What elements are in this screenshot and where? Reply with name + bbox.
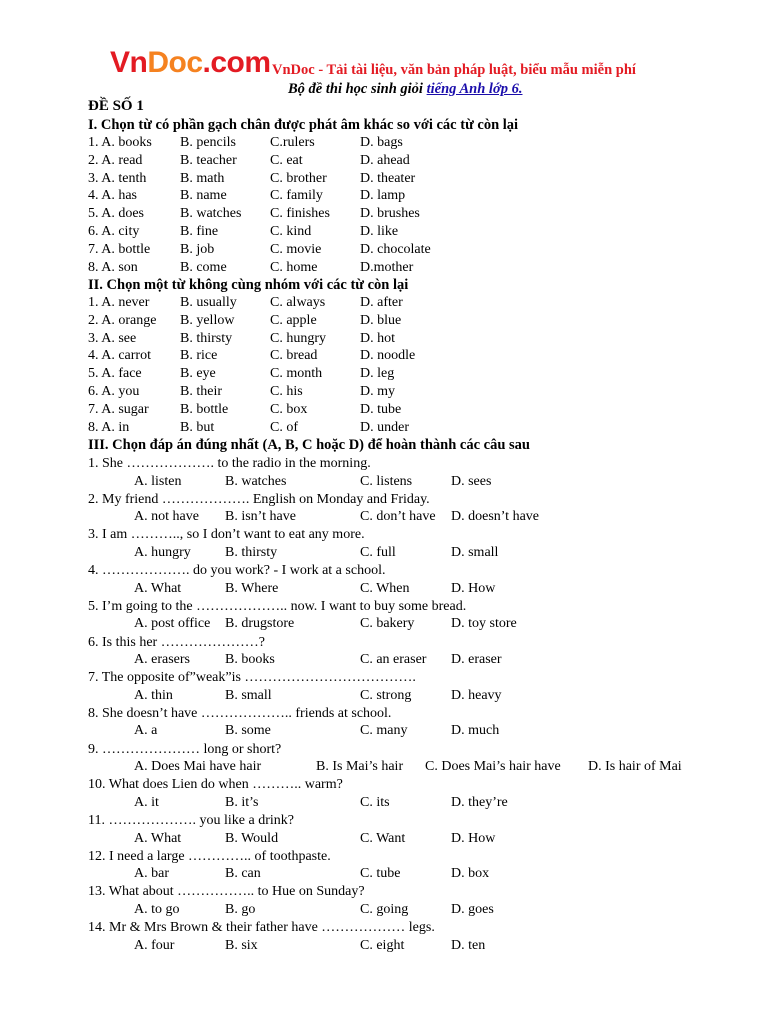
question-options xyxy=(0,830,768,848)
part1-option: B. watches xyxy=(180,206,242,222)
answer-option[interactable]: C. When xyxy=(360,580,410,596)
part1-option: B. math xyxy=(180,170,225,186)
question-text: 14. Mr & Mrs Brown & their father have ……………… legs. xyxy=(88,920,435,936)
answer-option[interactable]: D. goes xyxy=(451,901,494,917)
answer-option[interactable]: C. tube xyxy=(360,866,401,882)
question-text: 8. She doesn’t have ……………….. friends at school. xyxy=(88,705,392,721)
part1-option: 8. A. son xyxy=(88,259,138,275)
part1-option: C. home xyxy=(270,259,318,275)
question-text: 1. She ………………. to the radio in the morning. xyxy=(88,456,371,471)
answer-option[interactable]: D. box xyxy=(451,866,490,882)
part2-option: D. after xyxy=(360,295,403,310)
answer-option[interactable]: D. How xyxy=(451,830,496,846)
part2-option: D. my xyxy=(360,384,395,399)
question-options xyxy=(0,544,768,562)
header-tagline: VnDoc - Tải tài liệu, văn bản pháp luật, biểu mẫu miễn phí xyxy=(272,62,636,78)
part1-option: C. brother xyxy=(270,170,327,186)
part2-option: B. bottle xyxy=(180,401,229,417)
answer-option[interactable]: B. it’s xyxy=(225,794,259,810)
logo-vn: Vn xyxy=(110,46,148,79)
question-text: 12. I need a large ………….. of toothpaste. xyxy=(88,848,331,864)
answer-option[interactable]: A. post office xyxy=(134,616,211,632)
part1-option: B. pencils xyxy=(180,135,236,150)
part1-option: C. family xyxy=(270,188,323,204)
part1-option: 4. A. has xyxy=(88,188,137,204)
question-options xyxy=(0,687,768,705)
part1-option: B. teacher xyxy=(180,152,237,168)
part1-option: C. movie xyxy=(270,241,322,257)
part2-option: B. thirsty xyxy=(180,330,233,346)
part2-option: C. hungry xyxy=(270,330,326,346)
answer-option[interactable]: A. thin xyxy=(134,687,173,703)
part2-option: B. but xyxy=(180,419,215,435)
question-options xyxy=(0,901,768,919)
header-subtitle xyxy=(288,81,522,98)
answer-option[interactable]: A. it xyxy=(134,794,159,810)
part2-option: B. eye xyxy=(180,366,216,382)
part1-option: C. eat xyxy=(270,152,303,168)
part1-option: 5. A. does xyxy=(88,206,144,222)
answer-option[interactable]: D. Is hair of Mai xyxy=(588,759,682,775)
part1-option: 1. A. books xyxy=(88,135,152,150)
answer-option[interactable]: D. sees xyxy=(451,473,492,489)
part2-option: B. yellow xyxy=(180,312,235,328)
subtitle-prefix: Bộ đề thi học sinh giỏi xyxy=(288,81,427,97)
question-options xyxy=(0,651,768,669)
answer-option[interactable]: A. What xyxy=(134,580,182,596)
part2-option: 2. A. orange xyxy=(88,312,157,328)
part2-option: D. noodle xyxy=(360,348,416,364)
part3-heading: III. Chọn đáp án đúng nhất (A, B, C hoặc D) để hoàn thành các câu sau xyxy=(88,437,530,453)
part2-option: 4. A. carrot xyxy=(88,348,151,364)
answer-option[interactable]: A. bar xyxy=(134,866,169,882)
part2-option: D. leg xyxy=(360,366,395,382)
answer-option[interactable]: C. strong xyxy=(360,687,412,703)
answer-option[interactable]: A. a xyxy=(134,723,158,739)
answer-option[interactable]: C. Does Mai’s hair have xyxy=(425,759,561,775)
part1-option: D. theater xyxy=(360,170,416,186)
answer-option[interactable]: C. bakery xyxy=(360,616,415,632)
answer-option[interactable]: B. go xyxy=(225,901,256,917)
question-options xyxy=(0,508,768,526)
part2-option: 6. A. you xyxy=(88,384,140,399)
answer-option[interactable]: B. small xyxy=(225,687,272,703)
answer-option[interactable]: C. eight xyxy=(360,937,405,953)
question-text: 7. The opposite of”weak”is ………………………………. xyxy=(88,670,416,686)
answer-option[interactable]: A. What xyxy=(134,830,182,846)
part2-option: 1. A. never xyxy=(88,295,150,310)
part2-option: C. month xyxy=(270,366,323,382)
question-text: 3. I am ……….., so I don’t want to eat any more. xyxy=(88,527,365,543)
question-text: 13. What about …………….. to Hue on Sunday? xyxy=(88,884,365,900)
part1-option: C. kind xyxy=(270,224,312,239)
answer-option[interactable]: D. doesn’t have xyxy=(451,509,539,525)
question-options xyxy=(0,615,768,633)
answer-option[interactable]: B. can xyxy=(225,866,261,882)
answer-option[interactable]: B. watches xyxy=(225,473,287,489)
part1-option: D.mother xyxy=(360,259,414,275)
answer-option[interactable]: C. don’t have xyxy=(360,509,436,525)
answer-option[interactable]: D. they’re xyxy=(451,794,508,810)
question-options xyxy=(0,937,768,955)
part2-option: 8. A. in xyxy=(88,419,130,435)
subtitle-link[interactable]: tiếng Anh lớp 6. xyxy=(426,81,523,97)
part1-option: D. chocolate xyxy=(360,241,431,257)
part2-option: D. blue xyxy=(360,312,402,328)
part2-option: C. bread xyxy=(270,348,318,364)
answer-option[interactable]: B. thirsty xyxy=(225,544,278,560)
answer-option[interactable]: B. books xyxy=(225,652,275,667)
answer-option[interactable]: A. not have xyxy=(134,509,199,525)
part1-option: C. finishes xyxy=(270,206,330,222)
part2-option: C. of xyxy=(270,419,298,435)
answer-option[interactable]: C. full xyxy=(360,544,396,560)
part2-option: B. their xyxy=(180,384,222,399)
part2-option: D. tube xyxy=(360,401,402,417)
answer-option[interactable]: D. eraser xyxy=(451,652,502,667)
part1-option: C.rulers xyxy=(270,135,315,150)
question-text: 2. My friend ………………. English on Monday and Friday. xyxy=(88,491,430,507)
answer-option[interactable]: B. isn’t have xyxy=(225,509,296,525)
answer-option[interactable]: B. Where xyxy=(225,580,279,596)
question-text: 5. I’m going to the ……………….. now. I want to buy some bread. xyxy=(88,598,467,614)
question-text: 10. What does Lien do when ……….. warm? xyxy=(88,777,343,793)
answer-option[interactable]: C. Want xyxy=(360,830,406,846)
logo-com: .com xyxy=(202,46,271,79)
answer-option[interactable]: C. an eraser xyxy=(360,652,427,667)
question-options xyxy=(0,473,768,491)
answer-option[interactable]: C. listens xyxy=(360,473,413,489)
part1-option: B. name xyxy=(180,188,227,204)
answer-option[interactable]: C. going xyxy=(360,901,409,917)
part1-option: B. job xyxy=(180,241,215,257)
answer-option[interactable]: B. six xyxy=(225,937,258,953)
answer-option[interactable]: B. Would xyxy=(225,830,279,846)
question-text: 6. Is this her …………………? xyxy=(88,634,265,650)
answer-option[interactable]: D. ten xyxy=(451,937,486,953)
part1-option: B. come xyxy=(180,259,227,275)
part1-option: D. ahead xyxy=(360,152,410,168)
part2-heading: II. Chọn một từ không cùng nhóm với các từ còn lại xyxy=(88,277,409,293)
answer-option[interactable]: D. heavy xyxy=(451,687,502,703)
question-text: 11. ………………. you like a drink? xyxy=(88,813,294,828)
answer-option[interactable]: C. its xyxy=(360,794,390,810)
answer-option[interactable]: D. toy store xyxy=(451,616,517,632)
part2-option: D. hot xyxy=(360,330,395,346)
part2-option: 3. A. see xyxy=(88,330,137,346)
part2-option: D. under xyxy=(360,419,409,435)
answer-option[interactable]: B. Is Mai’s hair xyxy=(316,759,404,775)
answer-option[interactable]: B. some xyxy=(225,723,271,739)
question-options xyxy=(0,722,768,740)
answer-option[interactable]: B. drugstore xyxy=(225,616,295,632)
answer-option[interactable]: C. many xyxy=(360,723,408,739)
part2-option: 7. A. sugar xyxy=(88,401,149,417)
part2-option: C. box xyxy=(270,401,308,417)
part2-option: B. usually xyxy=(180,295,237,310)
part1-option: B. fine xyxy=(180,224,219,239)
part1-option: 7. A. bottle xyxy=(88,241,151,257)
vndoc-logo[interactable] xyxy=(110,46,271,80)
answer-option[interactable]: D. much xyxy=(451,723,500,739)
part2-option: B. rice xyxy=(180,348,218,364)
part2-option: C. always xyxy=(270,295,326,310)
answer-option[interactable]: A. Does Mai have hair xyxy=(134,759,262,775)
part2-option: 5. A. face xyxy=(88,366,142,382)
answer-option[interactable]: D. small xyxy=(451,544,499,560)
part1-option: D. like xyxy=(360,224,399,239)
answer-option[interactable]: D. How xyxy=(451,580,496,596)
part2-option: C. his xyxy=(270,384,303,399)
question-text: 9. ………………… long or short? xyxy=(88,741,282,757)
part1-option: D. lamp xyxy=(360,188,406,204)
part1-option: D. brushes xyxy=(360,206,420,222)
question-options xyxy=(0,758,768,776)
part1-heading: I. Chọn từ có phần gạch chân được phát âm khác so với các từ còn lại xyxy=(88,117,519,133)
answer-option[interactable]: A. to go xyxy=(134,901,180,917)
question-options xyxy=(0,865,768,883)
question-options xyxy=(0,794,768,812)
answer-option[interactable]: A. four xyxy=(134,937,175,953)
answer-option[interactable]: A. listen xyxy=(134,473,182,489)
exam-title: ĐỀ SỐ 1 xyxy=(88,98,144,114)
answer-option[interactable]: A. erasers xyxy=(134,652,190,667)
question-options xyxy=(0,580,768,598)
part1-option: 2. A. read xyxy=(88,152,143,168)
part2-option: C. apple xyxy=(270,312,317,328)
logo-doc: Doc xyxy=(147,46,203,79)
part1-option: 3. A. tenth xyxy=(88,170,147,186)
part1-option: 6. A. city xyxy=(88,224,140,239)
part1-option: D. bags xyxy=(360,135,403,150)
question-text: 4. ………………. do you work? - I work at a school. xyxy=(88,563,386,579)
answer-option[interactable]: A. hungry xyxy=(134,544,191,560)
